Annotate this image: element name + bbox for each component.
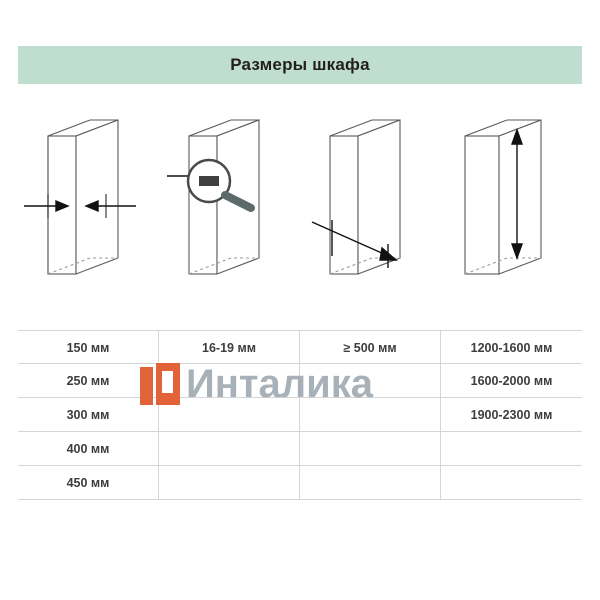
depth-diagram <box>300 96 441 316</box>
table-cell <box>159 364 300 398</box>
table-cell: 1900-2300 мм <box>441 398 582 432</box>
table-cell: 250 мм <box>18 364 159 398</box>
table-cell: 450 мм <box>18 466 159 500</box>
table-cell <box>300 364 441 398</box>
table-cell: 1200-1600 мм <box>441 330 582 364</box>
table-cell <box>159 466 300 500</box>
table-cell <box>159 398 300 432</box>
table-cell: ≥ 500 мм <box>300 330 441 364</box>
table-cell: 150 мм <box>18 330 159 364</box>
table-cell <box>441 432 582 466</box>
width-diagram-svg <box>18 96 159 316</box>
table-cell <box>441 466 582 500</box>
watermark-text: Инталика <box>186 362 374 406</box>
table-cell: 300 мм <box>18 398 159 432</box>
table-cell <box>300 398 441 432</box>
height-diagram <box>441 96 582 316</box>
table-cell <box>300 466 441 500</box>
table-cell: 1600-2000 мм <box>441 364 582 398</box>
height-column <box>441 330 582 500</box>
diagram-row <box>18 96 582 316</box>
table-cell: 16-19 мм <box>159 330 300 364</box>
table-cell: 400 мм <box>18 432 159 466</box>
depth-diagram-svg <box>300 96 441 316</box>
depth-column <box>300 330 441 500</box>
table-cell <box>159 432 300 466</box>
height-diagram-svg <box>441 96 582 316</box>
panel-thickness-diagram <box>159 96 300 316</box>
thickness-diagram-svg <box>159 96 300 316</box>
width-column <box>18 330 159 500</box>
width-diagram <box>18 96 159 316</box>
table-cell <box>300 432 441 466</box>
page-title: Размеры шкафа <box>230 55 370 74</box>
thickness-column <box>159 330 300 500</box>
